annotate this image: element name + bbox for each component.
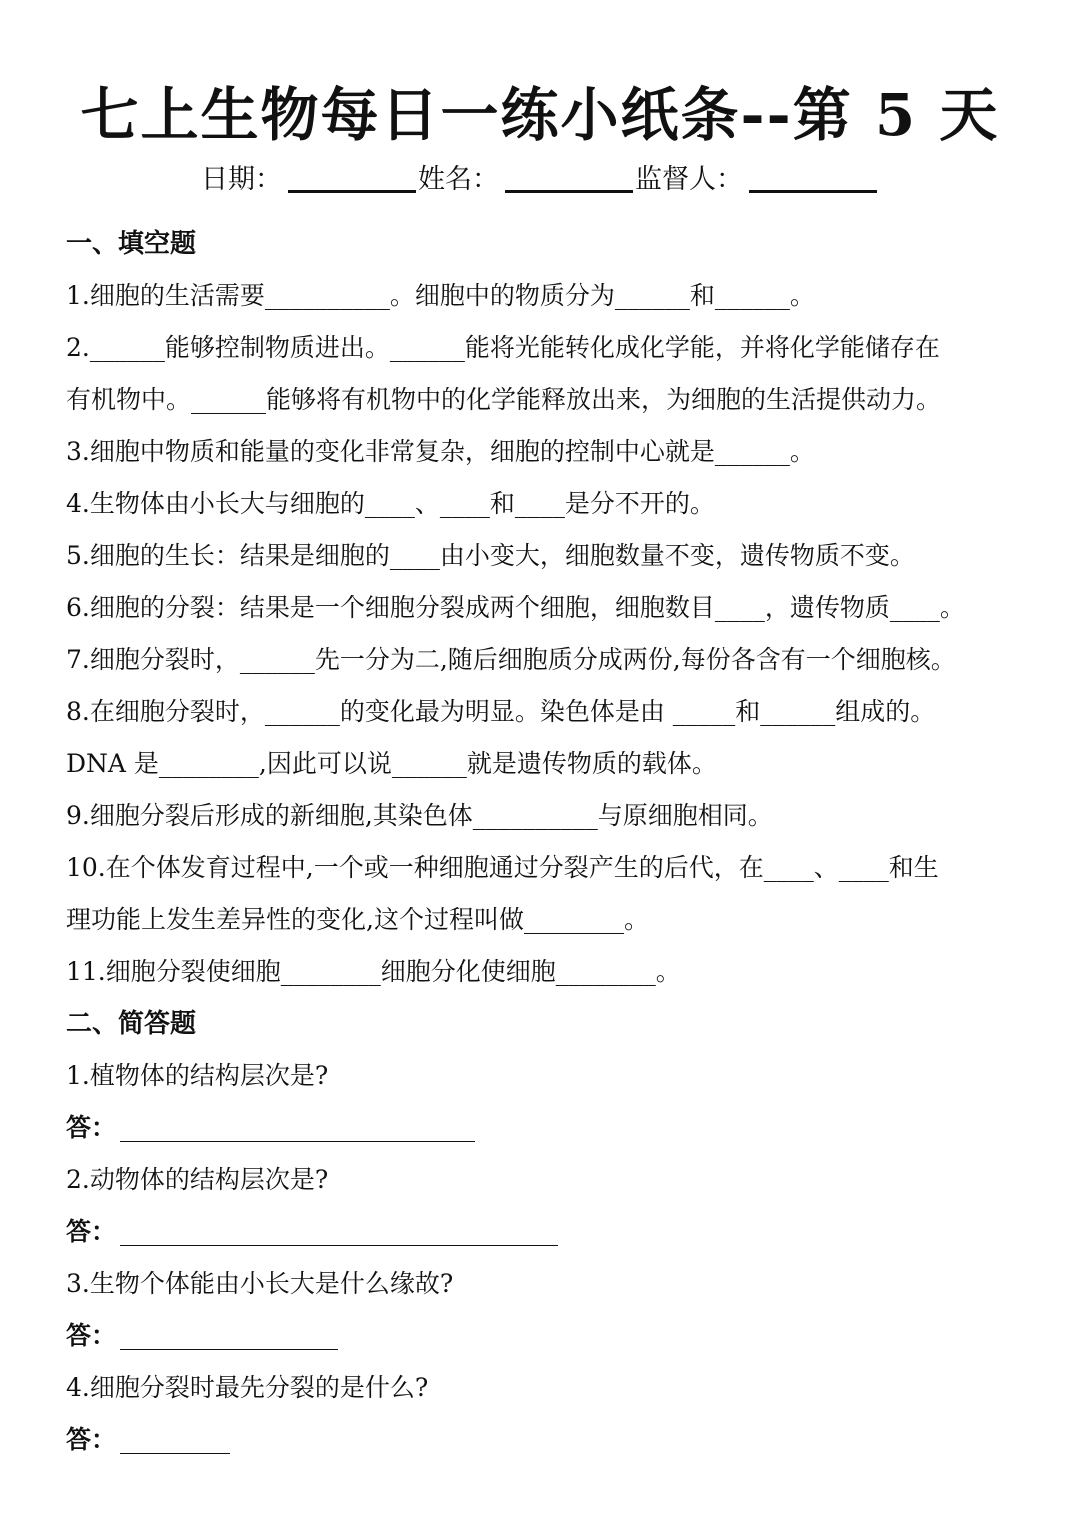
question-text: 1.植物体的结构层次是? [66, 1061, 329, 1090]
section-short-answer-heading: 二、简答题 [66, 1009, 197, 1039]
fill-blank-line: 6.细胞的分裂：结果是一个细胞分裂成两个细胞，细胞数目____，遗传物质____。 [66, 593, 965, 622]
answer-blank[interactable] [120, 1111, 475, 1142]
answer-blank[interactable] [120, 1423, 230, 1454]
fill-blank-line: 10.在个体发育过程中,一个或一种细胞通过分裂产生的后代，在____、____和生 [66, 853, 939, 882]
question-text: 3.生物个体能由小长大是什么缘故? [66, 1269, 454, 1298]
answer-blank[interactable] [120, 1319, 338, 1350]
supervisor-blank[interactable] [749, 168, 877, 193]
answer-label: 答： [66, 1321, 117, 1350]
date-blank[interactable] [288, 168, 416, 193]
fill-blank-line: 2.______能够控制物质进出。______能将光能转化成化学能，并将化学能储存在 [66, 333, 940, 362]
supervisor-label: 监督人： [635, 164, 743, 195]
answer-row [66, 1206, 1026, 1258]
fill-blank-line: 5.细胞的生长：结果是细胞的____由小变大，细胞数量不变，遗传物质不变。 [66, 541, 915, 570]
answer-row [66, 1102, 1026, 1154]
question-text: 4.细胞分裂时最先分裂的是什么? [66, 1373, 429, 1402]
section-fill-blank-heading: 一、填空题 [66, 229, 197, 259]
fill-blank-line: 7.细胞分裂时，______先一分为二,随后细胞质分成两份,每份各含有一个细胞核。 [66, 645, 956, 674]
name-blank[interactable] [505, 168, 633, 193]
answer-label: 答： [66, 1217, 117, 1246]
name-label: 姓名： [418, 164, 499, 195]
fill-blank-line: DNA 是________,因此可以说______就是遗传物质的载体。 [66, 749, 717, 778]
question-text: 2.动物体的结构层次是? [66, 1165, 329, 1194]
answer-label: 答： [66, 1425, 117, 1454]
answer-label: 答： [66, 1113, 117, 1142]
fill-blank-line: 8.在细胞分裂时，______的变化最为明显。染色体是由 _____和______组成的。 [66, 697, 936, 726]
fill-blank-line: 1.细胞的生活需要__________。细胞中的物质分为______和______。 [66, 281, 815, 310]
fill-blank-line: 有机物中。______能够将有机物中的化学能释放出来，为细胞的生活提供动力。 [66, 385, 942, 414]
answer-row [66, 1310, 1026, 1362]
fill-blank-line: 理功能上发生差异性的变化,这个过程叫做________。 [66, 905, 649, 934]
fill-blank-line: 4.生物体由小长大与细胞的____、____和____是分不开的。 [66, 489, 715, 518]
date-label: 日期： [201, 164, 282, 195]
worksheet-content [66, 218, 1026, 1466]
fill-blank-line: 9.细胞分裂后形成的新细胞,其染色体__________与原细胞相同。 [66, 801, 773, 830]
header-fields [0, 160, 1080, 200]
answer-row [66, 1414, 1026, 1466]
fill-blank-line: 11.细胞分裂使细胞________细胞分化使细胞________。 [66, 957, 681, 986]
fill-blank-line: 3.细胞中物质和能量的变化非常复杂，细胞的控制中心就是______。 [66, 437, 815, 466]
answer-blank[interactable] [120, 1215, 558, 1246]
page-title: 七上生物每日一练小纸条--第 5 天 [80, 81, 1000, 149]
